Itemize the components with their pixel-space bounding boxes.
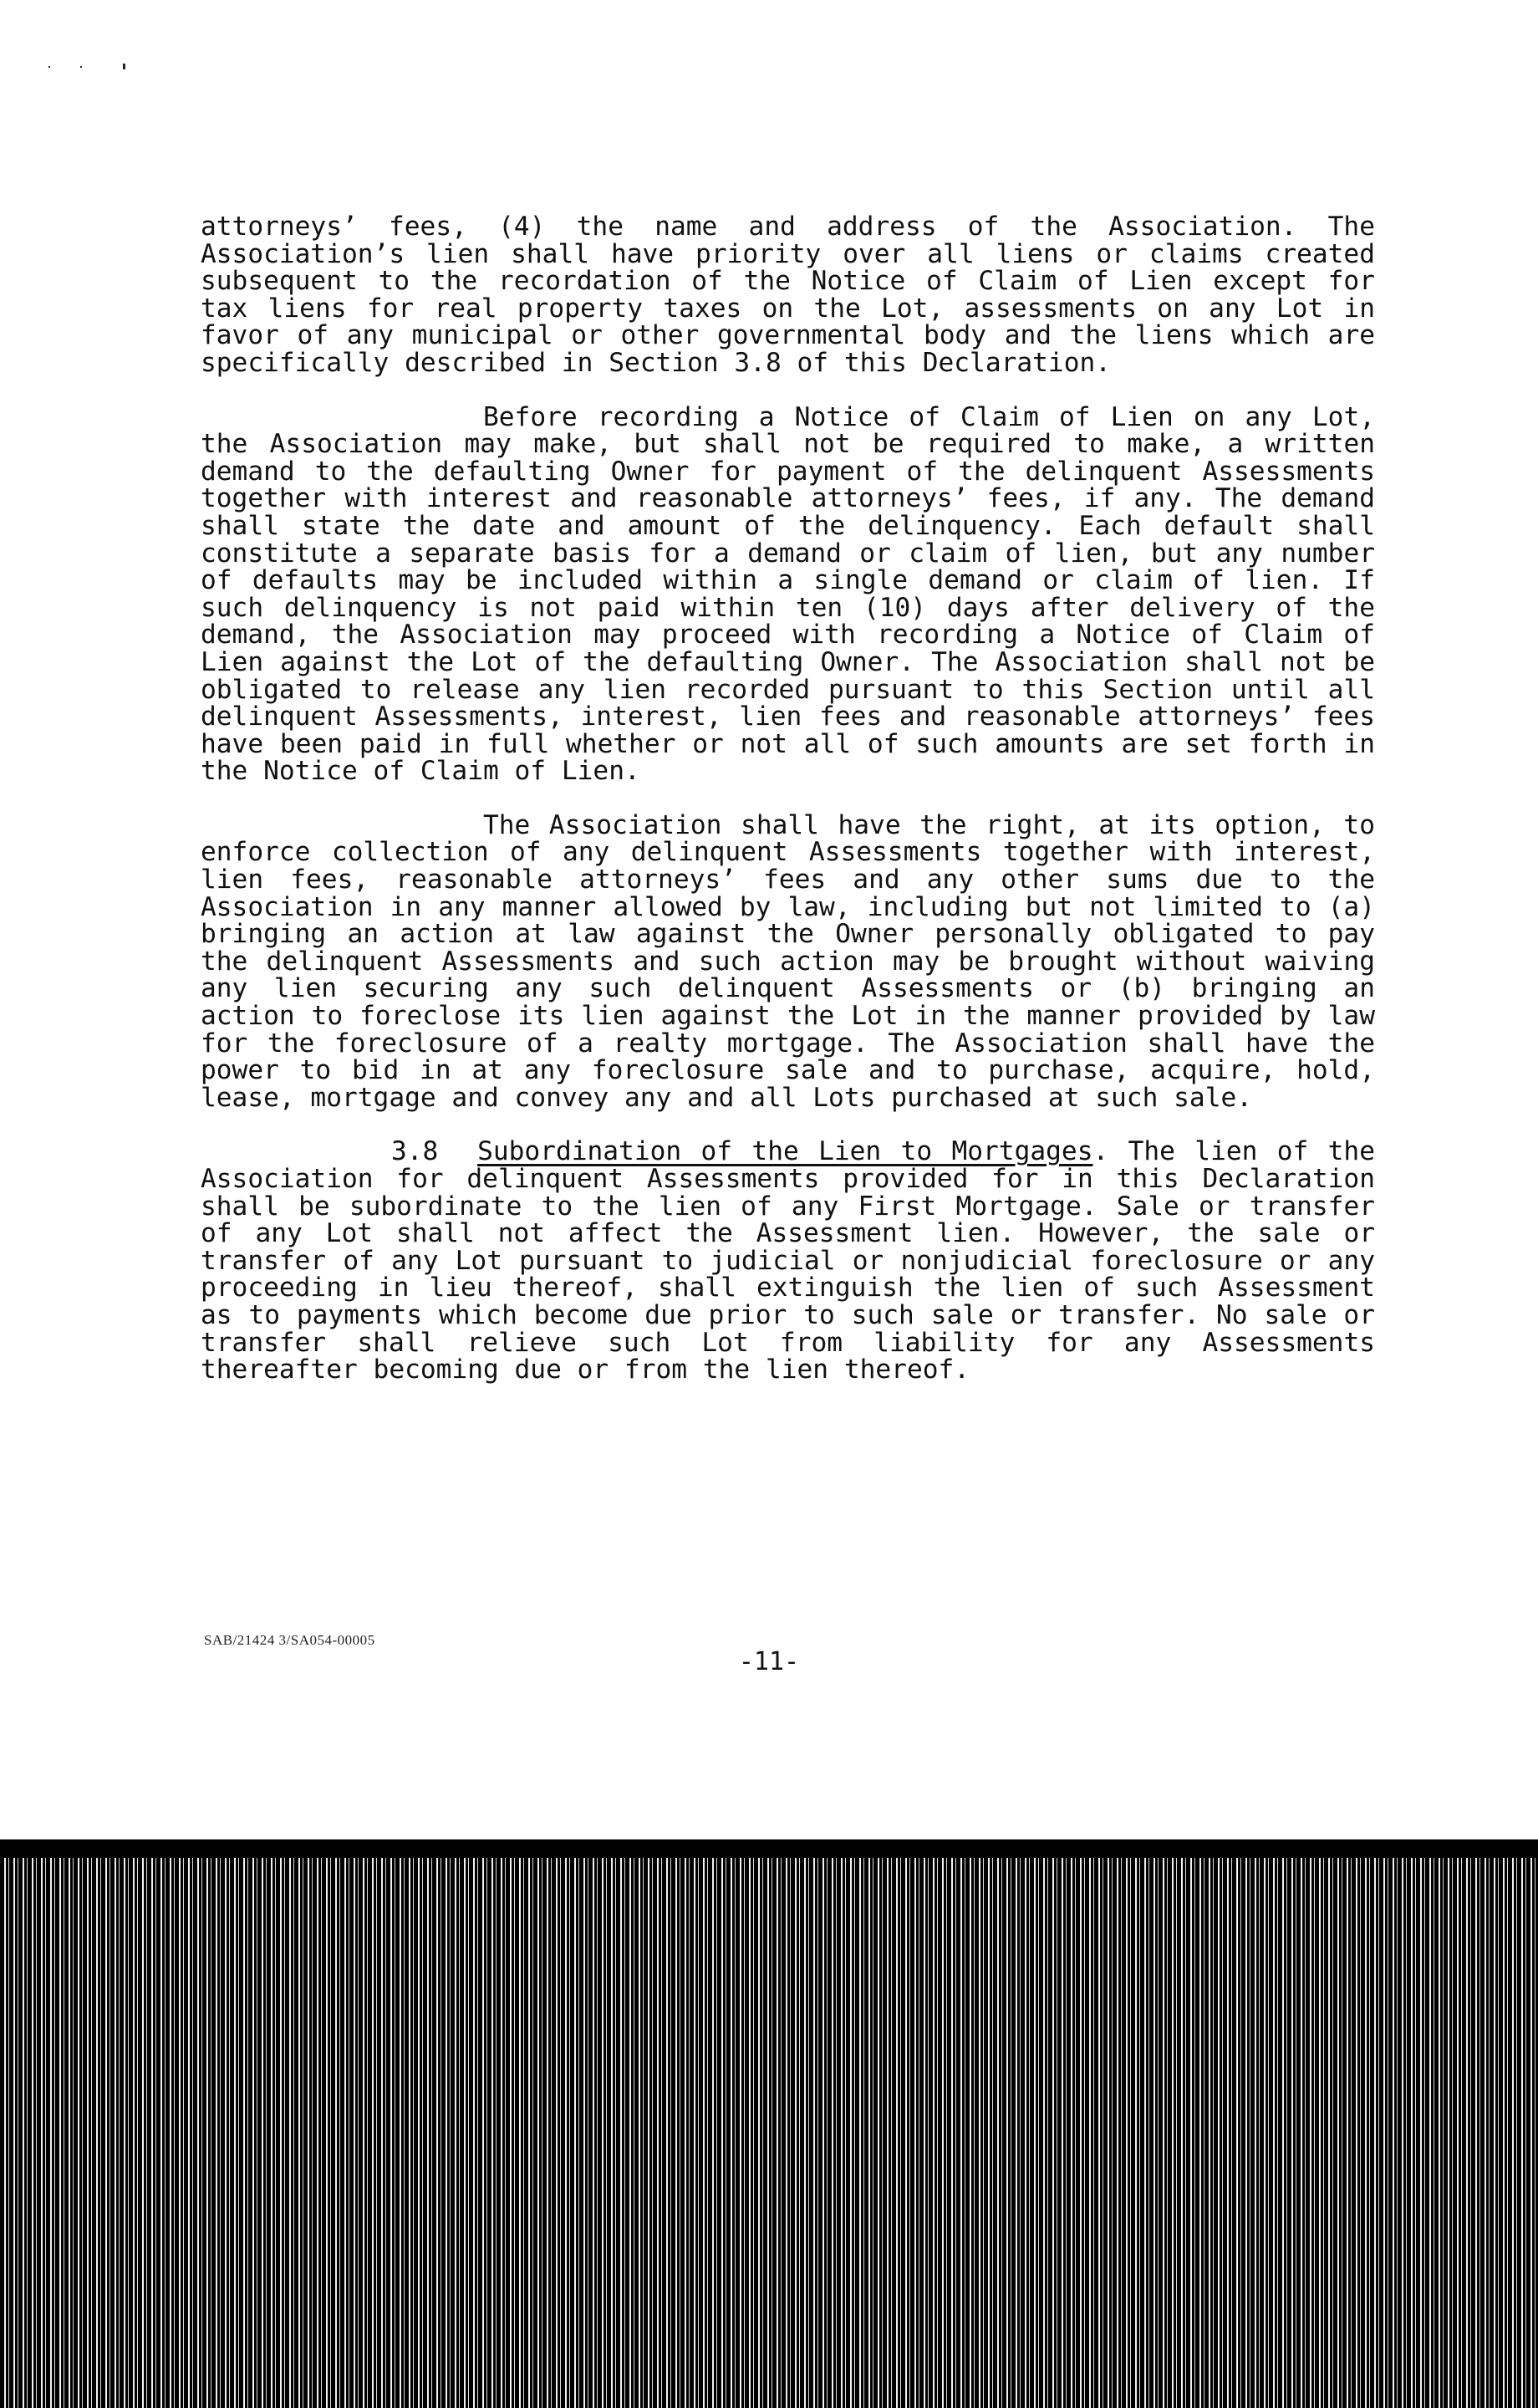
section-3-8 bbox=[201, 1138, 1375, 1383]
scan-specks bbox=[48, 64, 132, 72]
paragraph-lien-priority: attorneys’ fees, (4) the name and address of the Association. The Association’s lien shall have priority over all liens or claims created subsequent to the recordation of the Notice of Claim of Lien except for tax liens for real property taxes on the Lot, assessments on any Lot in favor of any municipal or other governmental body and the liens which are specifically described in Section 3.8 of this Declaration. bbox=[201, 212, 1375, 378]
document-body bbox=[201, 213, 1375, 1384]
scanner-artifact-band bbox=[0, 1839, 1538, 2408]
section-title: Subordination of the Lien to Mortgages bbox=[477, 1136, 1093, 1167]
paragraph-enforcement: The Association shall have the right, at its option, to enforce collection of any delinquent Assessments together with interest, lien fees, reasonable attorneys’ fees and any other sums due to the Association in any manner allowed by law, including but not limited to (a) bringing an action at law against the Owner personally obligated to pay the delinquent Assessments and such action may be brought without waiving any lien securing any such delinquent Assessments or (b) bringing an action to foreclose its lien against the Lot in the manner provided by law for the foreclosure of a realty mortgage. The Association shall have the power to bid in at any foreclosure sale and to purchase, acquire, hold, lease, mortgage and convey any and all Lots purchased at such sale. bbox=[201, 809, 1375, 1113]
section-number: 3.8 bbox=[391, 1136, 439, 1167]
document-footer-id: SAB/21424 3/SA054-00005 bbox=[204, 1632, 375, 1648]
paragraph-notice-demand: Before recording a Notice of Claim of Lien on any Lot, the Association may make, but shall not be required to make, a written demand to the defaulting Owner for payment of the delinquent Assessments together with interest and reasonable attorneys’ fees, if any. The demand shall state the date and amount of the delinquency. Each default shall constitute a separate basis for a demand or claim of lien, but any number of defaults may be included within a single demand or claim of lien. If such delinquency is not paid within ten (10) days after delivery of the demand, the Association may proceed with recording a Notice of Claim of Lien against the Lot of the defaulting Owner. The Association shall not be obligated to release any lien recorded pursuant to this Section until all delinquent Assessments, interest, lien fees and reasonable attorneys’ fees have been paid in full whether or not all of such amounts are set forth in the Notice of Claim of Lien. bbox=[201, 401, 1375, 787]
section-text: . The lien of the Association for delinquent Assessments provided for in this Declaration shall be subordinate to the lien of any First Mortgage. Sale or transfer of any Lot shall not affect the Assessment lien. However, the sale or transfer of any Lot pursuant to judicial or nonjudicial foreclosure or any proceeding in lieu thereof, shall extinguish the lien of such Assessment as to payments which become due prior to such sale or transfer. No sale or transfer shall relieve such Lot from liability for any Assessments thereafter becoming due or from the lien thereof. bbox=[201, 1136, 1375, 1385]
page-number: -11- bbox=[738, 1647, 800, 1676]
